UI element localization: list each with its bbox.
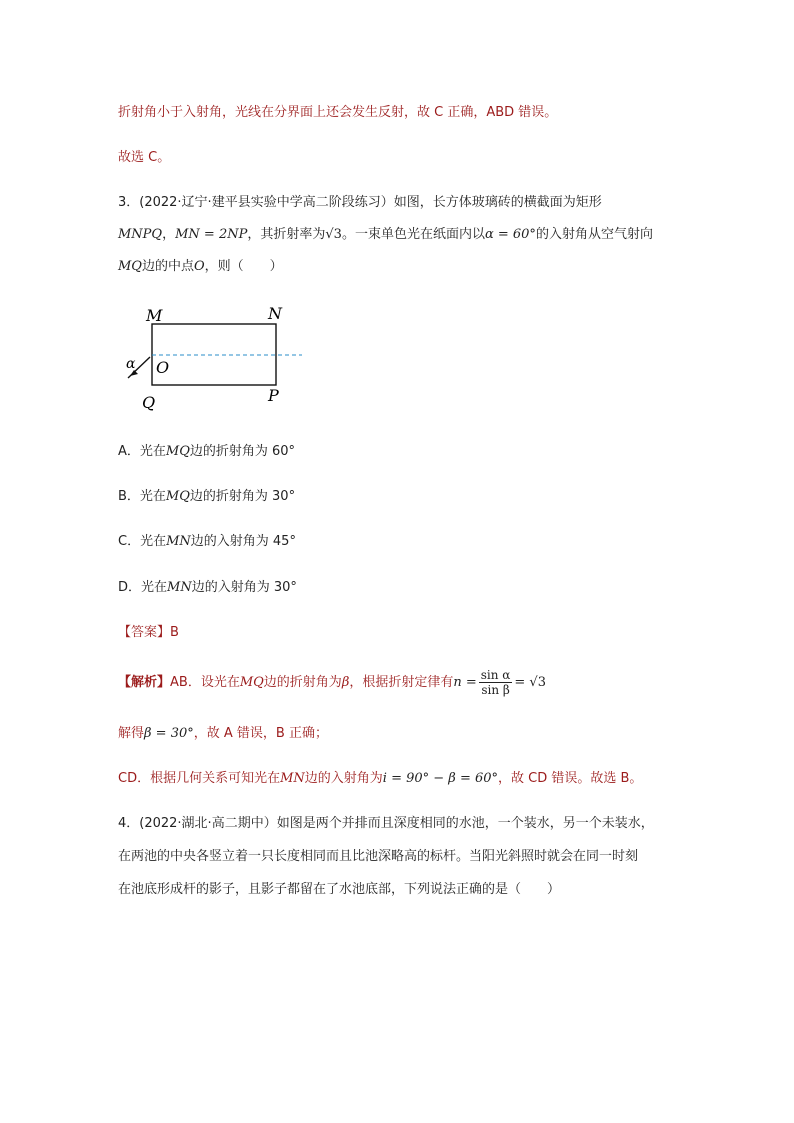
q3-analysis-line-3: CD．根据几何关系可知光在MN边的入射角为i = 90° − β = 60°，故 CD 错误。故选 B。	[118, 771, 643, 786]
label-Q: Q	[142, 393, 156, 412]
q3-stem-line-1: 3．(2022·辽宁·建平县实验中学高二阶段练习）如图，长方体玻璃砖的横截面为矩形	[118, 195, 602, 210]
option-d[interactable]: D．光在MN边的入射角为 30°	[118, 580, 297, 595]
q3-var-mnpq: MNPQ	[118, 227, 163, 242]
q3-stem-line-2: MNPQ，MN = 2NP，其折射率为√3。一束单色光在纸面内以α = 60°的入射角从空气射向	[118, 227, 653, 242]
label-O: O	[156, 358, 170, 377]
label-M: M	[146, 306, 163, 325]
q3-analysis-line-1: 【解析】AB．设光在MQ边的折射角为β，根据折射定律有n = $\frac{\text{sin α}}{\text{sin β}}$ = √3	[118, 668, 546, 697]
q3-stem-line-3: MQ边的中点O，则（ ）	[118, 259, 283, 274]
option-c[interactable]: C．光在MN边的入射角为 45°	[118, 534, 296, 549]
q3-eq-mn: MN = 2NP	[175, 227, 248, 242]
q3-figure	[118, 298, 318, 416]
prev-solution-line-2: 故选 C。	[118, 150, 171, 165]
q4-line-1: 4．(2022·湖北·高二期中）如图是两个并排而且深度相同的水池，一个装水，另一个未装水，	[118, 816, 654, 831]
q4-line-2: 在两池的中央各竖立着一只长度相同而且比池深略高的标杆。当阳光斜照时就会在同一时刻	[118, 849, 639, 864]
prev-solution-line-1: 折射角小于入射角，光线在分界面上还会发生反射，故 C 正确，ABD 错误。	[118, 105, 558, 120]
q3-alpha-eq: α = 60°	[484, 227, 536, 242]
option-a[interactable]: A．光在MQ边的折射角为 60°	[118, 444, 296, 459]
q3-analysis-line-2: 解得β = 30°，故 A 错误，B 正确；	[118, 726, 328, 741]
snell-fraction: $\frac{\text{sin α}}{\text{sin β}}$	[480, 668, 511, 697]
q4-line-3: 在池底形成杆的影子，且影子都留在了水池底部，下列说法正确的是（ ）	[118, 882, 561, 897]
option-b[interactable]: B．光在MQ边的折射角为 30°	[118, 489, 296, 504]
q3-answer: 【答案】B	[118, 625, 179, 640]
q3-sqrt3: √3	[325, 227, 342, 242]
label-alpha: α	[126, 356, 136, 372]
label-N: N	[268, 304, 282, 323]
label-P: P	[268, 386, 279, 405]
